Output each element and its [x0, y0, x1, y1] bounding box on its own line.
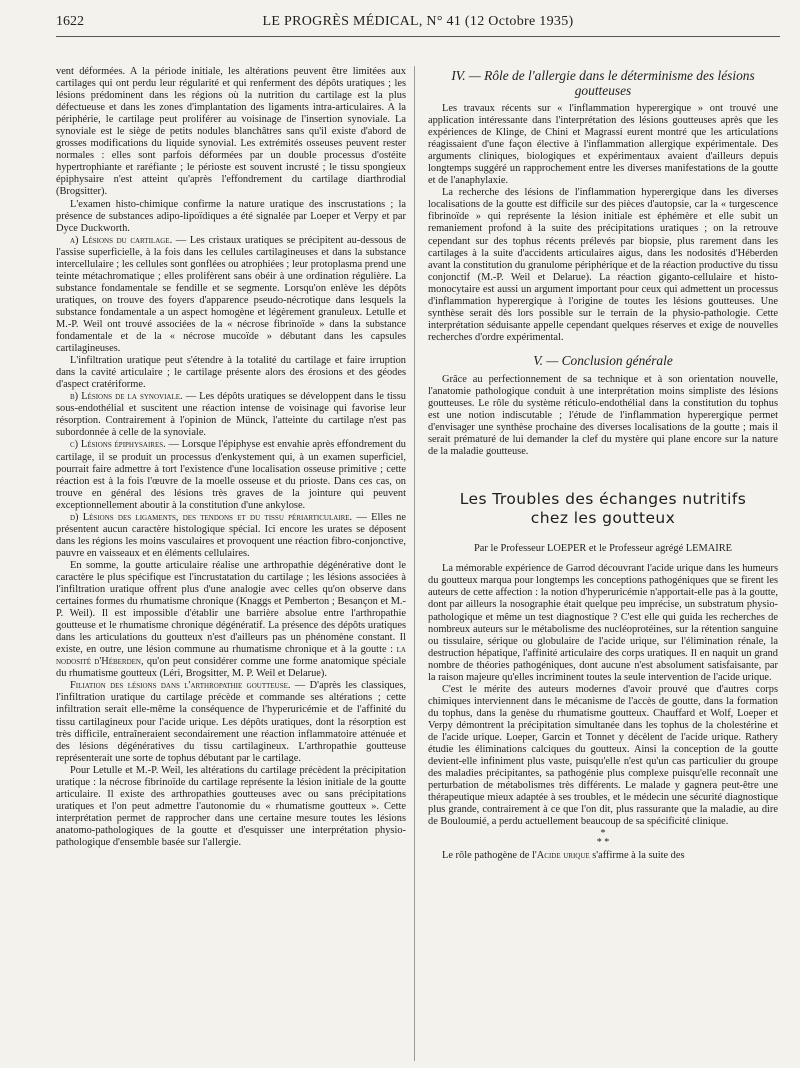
paragraph-text: — Les cristaux uratiques se précipitent au-dessous de l'assise superficielle, à la fois dans les cellules cartilagineuses et dans la substance intercellulaire ; les cellules sont gonflées ou atrophiées ; leur protoplasma prend une teinte métachromatique ; elles prolifèrent sans obéir à une ordination régulière. La substance fondamentale se fendille et se segmente. Lorsqu'on enlève les dépôts uratiques, on trouve des foyers d'apparence pseudo-nécrotique dans lesquels la substance fondamentale a un aspect homogène et légèrement granuleux. Letulle et M.-P. Weil ont trouvé associées de la « nécrose fibrinoïde » dans la substance fondamentale et de la « nécrose mucoïde » débutant dans les capsules cartilagineuses. [56, 234, 406, 355]
paragraph-text: , qu'on peut considérer comme une forme anatomique spéciale du rhumatisme goutteux (Léri, Brogsitter, M. P. Weil et Delarue). [56, 656, 406, 680]
paragraph: C'est le mérite des auteurs modernes d'avoir prouvé que d'autres corps chimiques interviennent dans le mécanisme de l'accès de goutte, dans la formation du tophus, dans la genèse du rhumatisme goutteux. Chauffard et Wolf, Loeper et Verpy démontrent la précipitation simultanée dans les tophus de la cholestérine et de l'acide urique. Loeper, Garcin et Tonnet y décèlent de l'acide urique. Rathery étudie les éliminations calciques du goutteux. Ainsi la conception de la goutte devient-elle infiniment plus vaste, puisqu'elle n'est qu'un cas particulier du groupe des maladies précipitantes, sa pathogénie plus complexe puisqu'elle reconnaît une perturbation de métabolismes très différents. Le malade y gagnera peut-être une thérapeutique mieux adaptée à ses troubles, et le médecin une sécurité diagnostique plus grande, contrairement à ce que l'on dit, plus rassurante que la maladie, au dire de Bouloumié, a perdu actuellement beaucoup de sa spécificité clinique. [428, 683, 778, 828]
section-heading: IV. — Rôle de l'allergie dans le déterminisme des lésions goutteuses [451, 68, 755, 98]
paragraph: L'infiltration uratique peut s'étendre à la totalité du cartilage et faire irruption dans la cavité articulaire ; le cartilage présente alors des érosions et des géodes d'aspect cratériforme. [56, 355, 406, 391]
asterism [428, 829, 778, 847]
subsection-heading: Filiation des lésions dans l'arthropathie goutteuse. [70, 680, 291, 692]
asterism-top: * [600, 828, 606, 840]
page-header [56, 10, 780, 37]
subsection-heading: c) Lésions épiphysaires. [70, 439, 166, 451]
paragraph-text: Le rôle pathogène de l' [442, 850, 537, 862]
byline: Par le Professeur LOEPER et le Professeur agrégé LEMAIRE [474, 543, 732, 555]
paragraph: Les travaux récents sur « l'inflammation hyperergique » ont trouvé une application intéressante dans l'interprétation des lésions goutteuses après que les expériences de Klinge, de Chini et Magrassi eurent montré que les articulations réagissaient d'une façon élective à l'inflammation allergique expérimentale. Des arguments cliniques, biologiques et expérimentaux avaient d'ailleurs depuis longtemps suggéré un rapprochement entre les diverses manifestations de la goutte et de l'anaphylaxie. [428, 103, 778, 187]
subsection-heading: a) Lésions du cartilage. [70, 234, 173, 246]
article-title-line: chez les goutteux [530, 509, 676, 528]
paragraph-text: s'affirme à la suite des [589, 850, 685, 862]
paragraph: La recherche des lésions de l'inflammation hyperergique dans les diverses localisations de la goutte est difficile sur des pièces d'autopsie, car la « turgescence fibrinoïde » qui représente la lésion initiale est éphémère et elle subit un remaniement profond à la suite des précipitations uratiques ; on la retrouve cependant sur des tophus récents prélevés par biopsie, plus rarement dans les cartilages à la suite d'accidents articulaires aigus, dans les nodosités d'Héberden avant la constitution du granulome périphérique et de la réaction productive du tissu conjonctif (M.-P. Weil et Delarue). La réaction giganto-cellulaire et histo-monocytaire est aussi un argument important pour ceux qui admettent un processus d'inflammation hyperergique à l'origine de toutes les lésions goutteuses. Une synthèse serait dès lors possible sur le terrain de la physio-pathologie. Cette interprétation séduisante appelle cependant quelques réserves et exige de nouvelles recherches d'ordre expérimental. [428, 187, 778, 343]
paragraph-text: — Elles ne présentent aucun caractère histologique spécial. Ici encore les urates se déposent dans les régions les moins vasculaires et provoquent une réaction fibro-conjonctive, pauvre en vaisseaux et en éléments cellulaires. [56, 511, 406, 559]
paragraph-text: — Les dépôts uratiques se développent dans le tissu sous-endothélial et suscitent une réaction intense de voisinage qui favorise leur résorption. Contrairement à l'opinion de Münck, l'atteinte du cartilage n'est pas subordonnée à celle de la synoviale. [56, 391, 406, 439]
right-column [428, 66, 778, 1061]
paragraph: Pour Letulle et M.-P. Weil, les altérations du cartilage précèdent la précipitation uratique : la nécrose fibrinoïde du cartilage représente la lésion initiale de la goutte articulaire. Il existe des arthropathies goutteuses avec ou sans précipitations uratiques et l'on peut admettre l'autonomie du « rhumatisme goutteux ». Cette interprétation permet de rapprocher dans une certaine mesure toutes les lésions anatomo-pathologiques de la goutte et d'esquisser une interprétation physio-pathologique d'ensemble basée sur l'allergie. [56, 764, 406, 848]
paragraph: Grâce au perfectionnement de sa technique et à son orientation nouvelle, l'anatomie pathologique conduit à une interprétation moins simpliste des lésions goutteuses. Le rôle du système réticulo-endothélial dans la constitution du tophus est une notion indiscutable ; l'étude de l'inflammation hyperergique permet d'envisager une synthèse prochaine des diverses localisations de la goutte ; mais il serait prématuré de lui demander la clef du mystère qui plane encore sur la nature de la maladie goutteuse. [428, 373, 778, 458]
page-number: 1622 [56, 14, 84, 29]
column-divider [414, 66, 415, 1061]
paragraph: La mémorable expérience de Garrod découvrant l'acide urique dans les humeurs du goutteux marqua pour longtemps les conceptions pathogéniques que se firent les auteurs de cette affection : la notion d'hyperuricémie n'apportait-elle pas à la goutte, dont par ailleurs la nosographie était quelque peu imprécise, un substratum physio-pathologique et même un test diagnostique ? C'est elle qui guida les recherches de nombreux auteurs sur le métabolisme des nucléoprotéines, sur la rétention sanguine ou tissulaire, sérique ou globulaire de l'acide urique, sur l'élimination rénale, la destruction hépatique, l'affinité articulaire des corps uratiques. Il en naquit un grand nombre de théories pathogéniques, dont aucune n'est absolument satisfaisante, par la raison majeure qu'elles incriminent toutes la seule intervention de l'acide urique. [428, 563, 778, 683]
paragraph [56, 560, 406, 680]
paragraph: vent déformées. A la période initiale, les altérations peuvent être limitées aux cartilages qui ont perdu leur régularité et qui renferment des dépôts uratiques ; les lésions prédominent dans les régions où la nutrition du cartilage est la plus défectueuse et dans les zones d'implantation des ligaments intra-articulaires. A la périphérie, le cartilage peut proliférer au voisinage de l'insertion synoviale. La synoviale est le siège de petits nodules blanchâtres sans qu'il existe d'abord de grosses modifications du liquide synovial. Les extrémités osseuses peuvent rester normales : elles sont parfois déformées par un double processus d'ostéite hypertrophiante et raréfiante ; le périoste est souvent incrusté ; le tissu spongieux épiphysaire n'est atteint qu'après l'effondrement du cartilage diarthrodial (Brogsitter). [56, 66, 406, 198]
paragraph [428, 850, 778, 862]
paragraph [56, 680, 406, 764]
left-column [56, 66, 406, 1061]
paragraph-text: — D'après les classiques, l'infiltration uratique du cartilage précède et commande ses altérations ; cette infiltration serait elle-même la conséquence de l'hyperuricémie et de l'affinité du tissu cartilagineux pour l'acide urique. Les dépôts uratiques, dont la résorption est très difficile, entraîneraient secondairement une réaction inflammatoire atténuée et des lésions dégénératives du tissu cartilagineux. L'arthropathie goutteuse représenterait une sorte de tophus débutant par le cartilage. [56, 680, 406, 764]
subsection-heading: b) Lésions de la synoviale. [70, 391, 183, 403]
section-heading: V. — Conclusion générale [533, 352, 673, 368]
inline-term: la nodosité d'Héberden [56, 644, 406, 668]
inline-term: Acide urique [536, 850, 590, 862]
article-title [428, 490, 778, 528]
paragraph: L'examen histo-chimique confirme la nature uratique des inscrustations ; la présence de substances adipo-lipoïdiques a été signalée par Loeper et Verpy et par Dyce Duckworth. [56, 198, 406, 234]
asterism-bottom: * * [596, 837, 610, 849]
subsection-heading: d) Lésions des ligaments, des tendons et du tissu périarticulaire. [70, 511, 353, 523]
article-title-line: Les Troubles des échanges nutritifs [459, 490, 747, 509]
paragraph-text: En somme, la goutte articulaire réalise une arthropathie dégénérative dont le caractère le plus spécifique est l'incrustatation du cartilage ; les lésions associées à l'infiltration uratique offrent plus d'une analogie avec celles qu'on observe dans certaines formes du rhumatisme chronique (Knaggs et Pemberton ; Besançon et M.-P. Weil). Il est impossible d'établir une barrière absolue entre l'arthropathie goutteuse et le rhumatisme chronique dégénératif. La présence des dépôts uratiques dans les articulations du goutteux n'est d'ailleurs pas un phénomène constant. Il existe, en outre, une lésion commune au rhumatisme chronique et à la goutte : [56, 559, 406, 656]
paragraph [56, 439, 406, 511]
paragraph [56, 512, 406, 560]
paragraph [56, 235, 406, 355]
paragraph [56, 391, 406, 439]
paragraph-text: — Lorsque l'épiphyse est envahie après effondrement du cartilage, il se produit un processus d'enkystement qui, à un examen superficiel, pourrait faire admettre à tort l'existence d'une localisation osseuse primitive ; cette réaction est à la fois l'œuvre de la moelle osseuse et du prioste. Dans ces cas, on trouve en général des lésions très graves de la jointure qui peuvent exceptionnellement aboutir à la constitution d'une ankylose. [56, 439, 406, 511]
journal-title: LE PROGRÈS MÉDICAL, N° 41 (12 Octobre 1935) [262, 14, 574, 29]
